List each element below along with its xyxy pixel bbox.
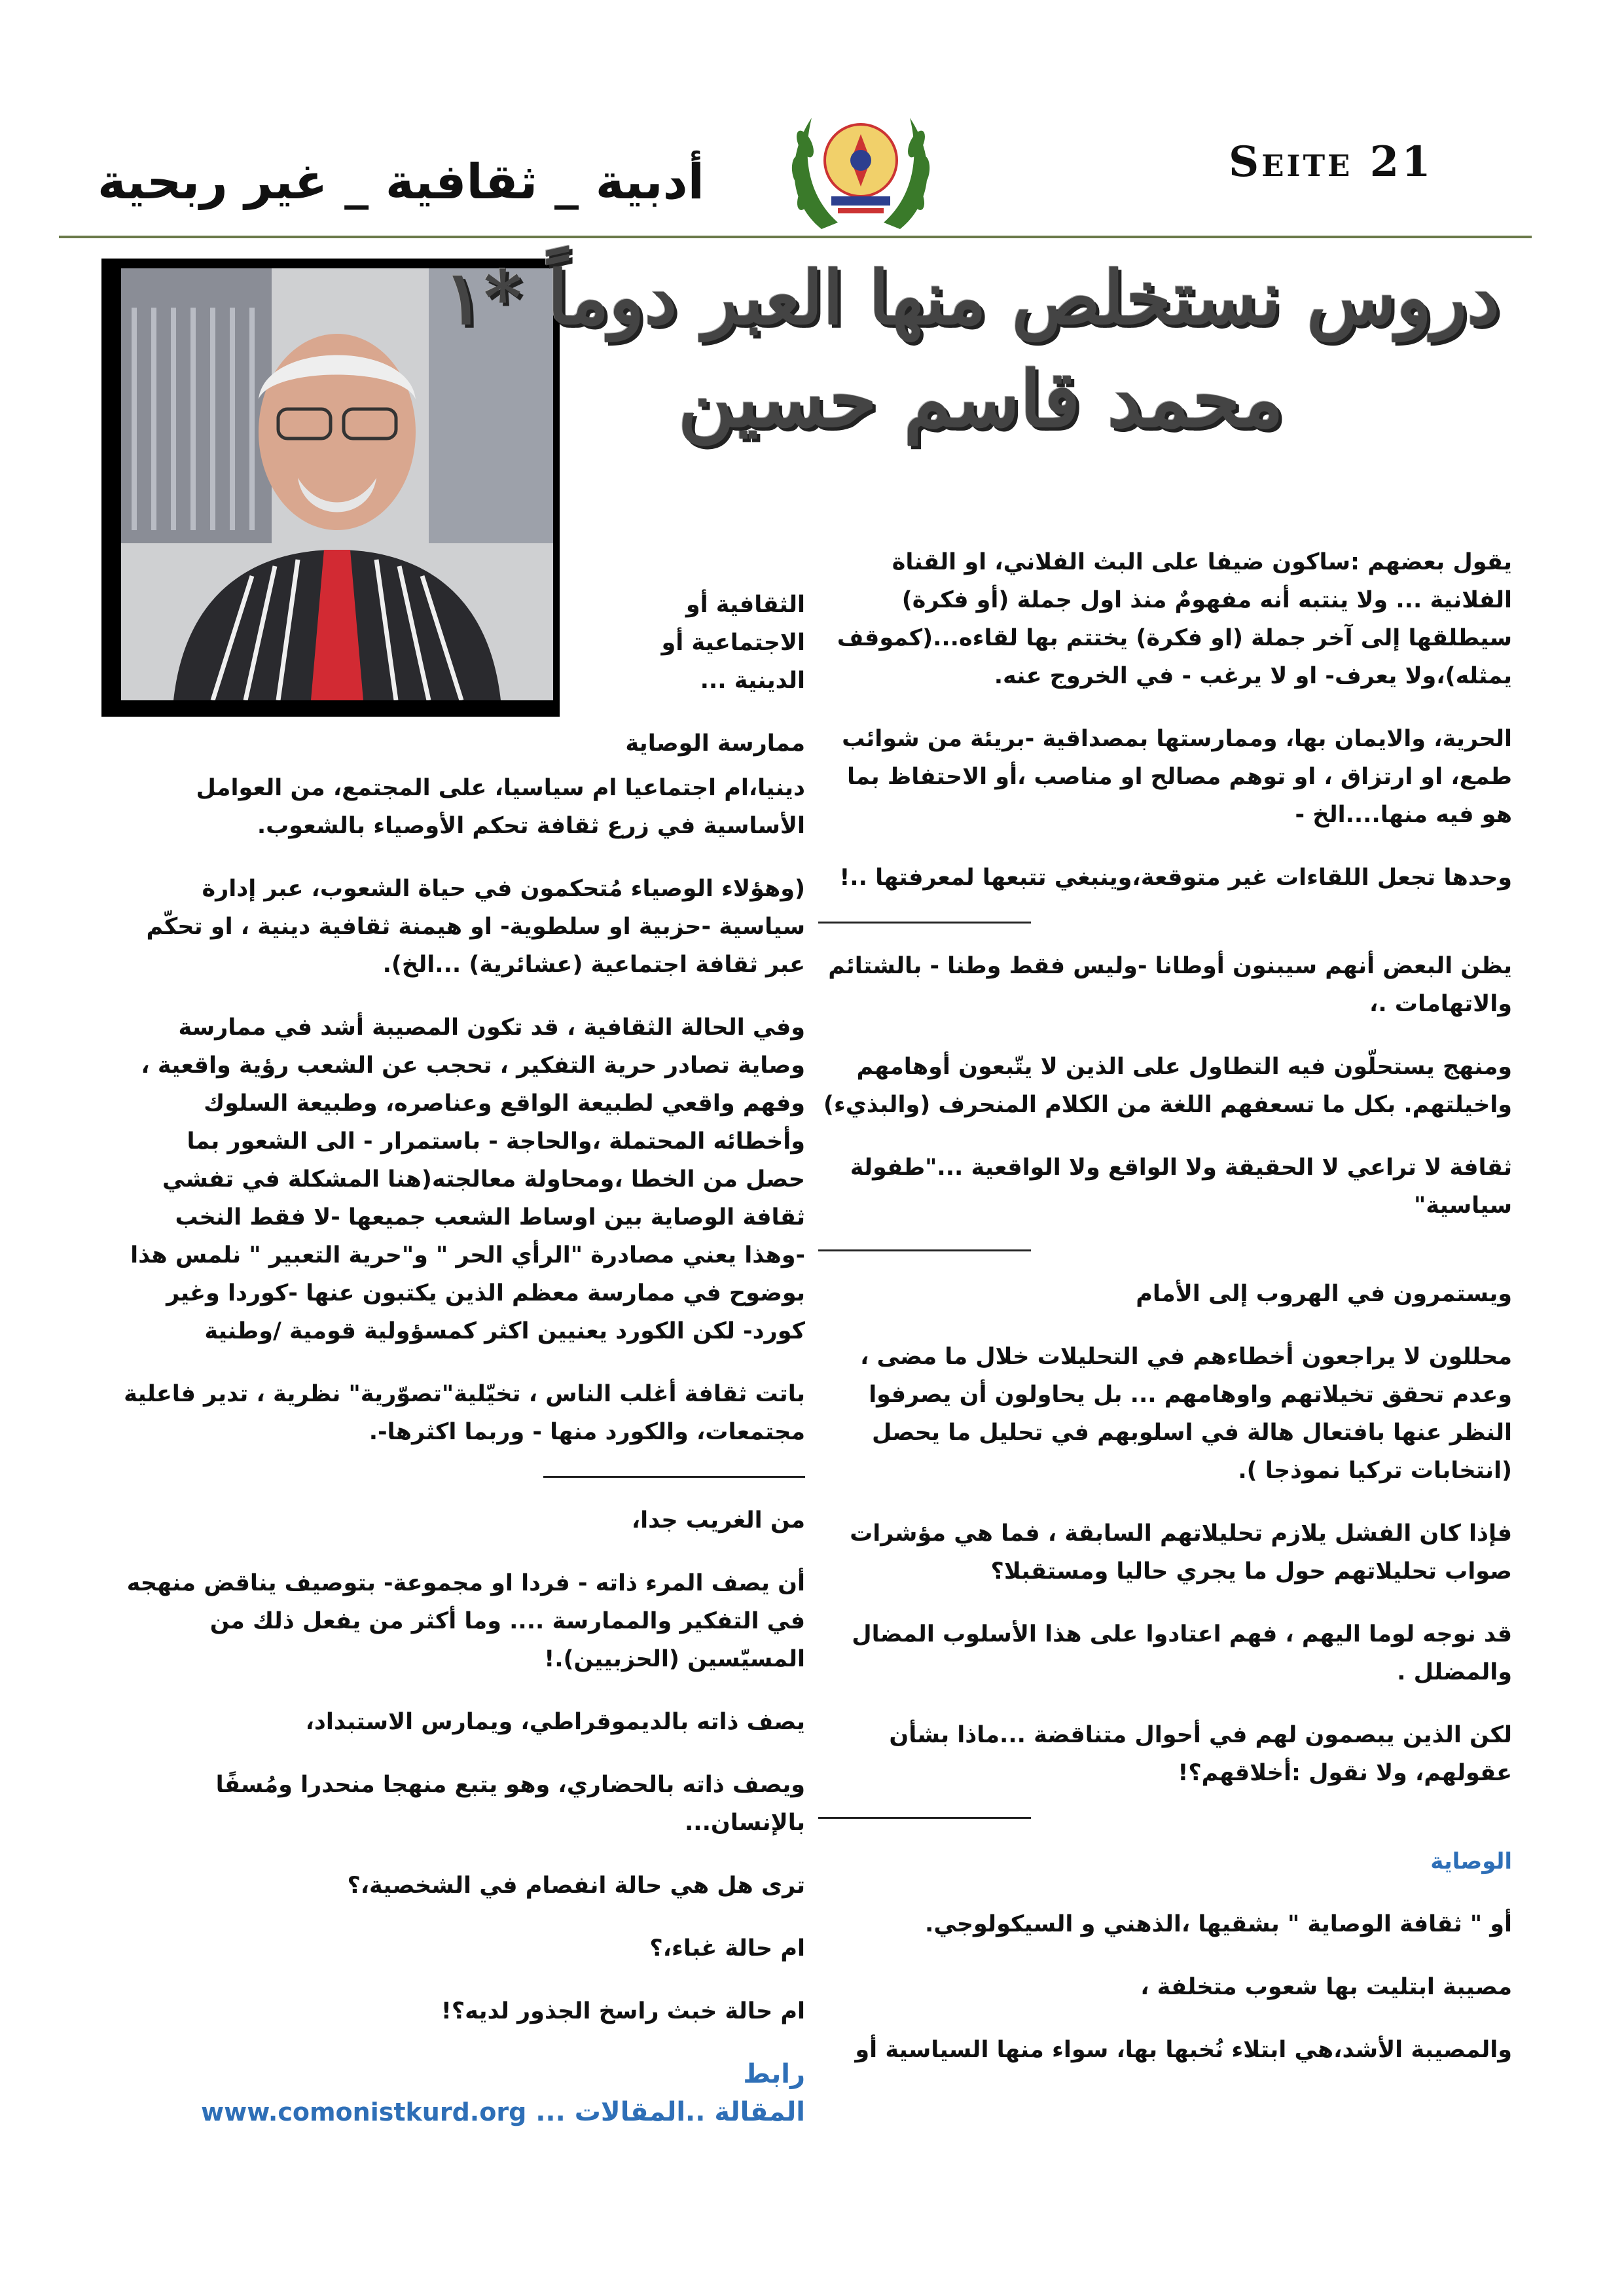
page-number [1229,137,1434,187]
section-heading: الوصاية [1430,1848,1512,1874]
header-rule [59,236,1532,238]
paragraph: وفي الحالة الثقافية ، قد تكون المصيبة أشد في ممارسة وصاية تصادر حرية التفكير ، تحجب عن الشعب رؤية واقعية ، وفهم واقعي لطبيعة الواقع وعناصره، وطبيعة السلوك وأخطائه المحتملة ،والحاجة - باستمرار - الى الشعور بما حصل من الخطا ،ومحاولة معالجته(هنا المشكلة في تفشي ثقافة الوصاية بين اوساط الشعب جميعها -لا فقط النخب -وهذا يعني مصادرة "الرأي الحر " و"حرية التعبير " نلمس هذا بوضوح في ممارسة معظم الذين يكتبون عنها -كوردا وغير كورد- لكن الكورد يعنيين اكثر كمسؤولية قومية /وطنية [130,1014,805,1344]
paragraph: باتت ثقافة أغلب الناس ، تخيّلية"تصوّرية" نظرية ، تدير فاعلية مجتمعات، والكورد منها - وربما اكثرها-. [124,1381,805,1445]
column-left [121,586,805,2131]
paragraph: ام حالة خبث راسخ الجذور لديه؟! [441,1998,805,2024]
separator [818,1249,1031,1251]
paragraph: الثقافية أو الاجتماعية أو الدينية ... [661,592,805,694]
magazine-logo [776,98,946,239]
paragraph: أو " ثقافة الوصاية " بشقيها ،الذهني و السيكولوجي. [925,1911,1512,1937]
paragraph: يقول بعضهم :ساكون ضيفا على البث الفلاني، او القناة الفلانية ... ولا ينتبه أنه مفهومٌ منذ اول جملة (أو فكرة) سيطلقها إلى آخر جملة (او فكرة) يختتم بها لقاءه...(كموقف يمثله)،ولا يعرف- او لا يرغب - في الخروج عنه. [837,549,1512,689]
separator [543,1476,805,1478]
paragraph: ام حالة غباء،؟ [649,1935,805,1962]
paragraph: ويصف ذاته بالحضاري، وهو يتبع منهجا منحدرا ومُسفًا بالإنسان... [215,1772,805,1836]
paragraph: ممارسة الوصاية [625,730,805,757]
header-tagline: أدبية _ ثقافية _ غير ربحية [98,154,704,210]
paragraph: يظن البعض أنهم سيبنون أوطانا -وليس فقط وطنا - بالشتائم والاتهامات .، [828,953,1512,1017]
paragraph: محللون لا يراجعون أخطاءهم في التحليلات خلال ما مضى ، وعدم تحقق تخيلاتهم واوهامهم ... بل يحاولون أن يصرفوا النظر عنها بافتعال هالة في اسلوبهم في تحليل ما يحصل (انتخابات تركيا نموذجا ). [860,1344,1512,1484]
article-link-row [121,2093,805,2131]
paragraph: ثقافة لا تراعي لا الحقيقة ولا الواقع ولا الواقعية ..."طفولة سياسية" [850,1155,1512,1219]
paragraph: ومنهج يستحلّون فيه التطاول على الذين لا يتّبعون أوهامهم واخيلتهم. بكل ما تسعفهم اللغة من الكلام المنحرف (والبذيء) [823,1054,1512,1118]
article-author: محمد قاسم حسين [677,353,1284,444]
paragraph: الحرية، والايمان بها، وممارستها بمصداقية -بريئة من شوائب طمع، او ارتزاق ، او توهم مصالح او مناصب ،أو الاحتفاظ بما هو فيه منها....الخ - [842,726,1512,828]
paragraph: لكن الذين يبصمون لهم في أحوال متناقضة ...ماذا بشأن عقولهم، ولا نقول :أخلاقهم؟! [889,1722,1512,1786]
paragraph: دينيا،ام اجتماعيا ام سياسيا، على المجتمع، من العوامل الأساسية في زرع ثقافة تحكم الأوصياء بالشعوب. [196,775,805,839]
website-link[interactable]: www.comonistkurd.org [201,2098,527,2126]
paragraph: ويستمرون في الهروب إلى الأمام [1136,1281,1512,1307]
article-title: دروس نستخلص منها العبر دوماً *١ [444,255,1500,341]
paragraph: وحدها تجعل اللقاءات غير متوقعة،وينبغي تتبعها لمعرفتها ..! [839,865,1512,891]
page-number-value: 21 [1369,137,1434,187]
paragraph: والمصيبة الأشد،هي ابتلاء نُخبها بها، سواء منها السياسية أو [855,2037,1512,2063]
paragraph: من الغريب جدا، [631,1507,805,1534]
separator [818,922,1031,924]
paragraph: أن يصف المرء ذاته - فردا او مجموعة- بتوصيف يناقض منهجه في التفكير والممارسة .... وما أكثر من يفعل ذلك من المسيّسين (الحزبيين).! [126,1570,805,1672]
paragraph: يصف ذاته بالديموقراطي، ويمارس الاستبداد، [305,1709,805,1735]
article-link[interactable]: المقالة ..المقالات ... [535,2097,805,2127]
paragraph: مصيبة ابتليت بها شعوب متخلفة ، [1140,1974,1512,2000]
paragraph: (وهؤلاء الوصياء مُتحكمون في حياة الشعوب، عبر إدارة سياسية -حزبية او سلطوية- او هيمنة ثقافية دينية ، او تحكّم عبر ثقافة اجتماعية (عشائرية) ...الخ). [146,876,805,978]
link-label: رابط [743,2059,805,2089]
column-right [818,543,1512,2094]
page-word: Seite [1229,137,1353,187]
paragraph: ترى هل هي حالة انفصام في الشخصية،؟ [347,1873,805,1899]
paragraph: قد نوجه لوما اليهم ، فهم اعتادوا على هذا الأسلوب المضال والمضلل . [852,1621,1512,1685]
paragraph: فإذا كان الفشل يلازم تحليلاتهم السابقة ، فما هي مؤشرات صواب تحليلاتهم حول ما يجري حاليا ومستقبلا؟ [850,1520,1512,1585]
separator [818,1817,1031,1819]
